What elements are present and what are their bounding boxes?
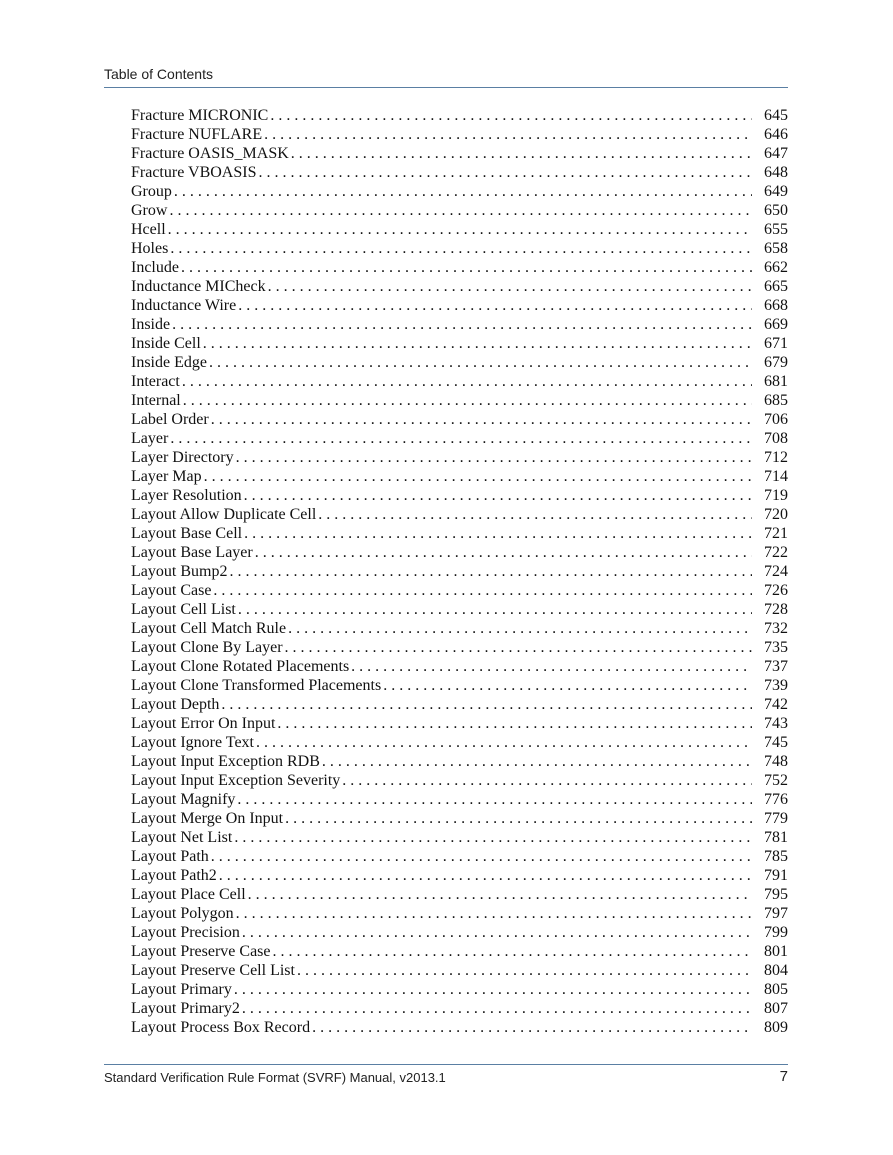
toc-entry[interactable] xyxy=(131,201,788,220)
toc-dot-leader xyxy=(242,923,752,942)
toc-dot-leader xyxy=(213,581,752,600)
toc-entry-page-number: 743 xyxy=(764,715,788,732)
toc-entry[interactable] xyxy=(131,163,788,182)
toc-entry-page-number: 745 xyxy=(764,734,788,751)
toc-entry[interactable] xyxy=(131,334,788,353)
toc-entry[interactable] xyxy=(131,657,788,676)
toc-entry-page-number: 735 xyxy=(764,639,788,656)
toc-dot-leader xyxy=(169,201,752,220)
toc-entry[interactable] xyxy=(131,980,788,999)
toc-entry-page-number: 809 xyxy=(764,1019,788,1036)
toc-entry-page-number: 748 xyxy=(764,753,788,770)
toc-dot-leader xyxy=(258,163,752,182)
toc-entry[interactable] xyxy=(131,828,788,847)
toc-entry-title: Layout Case xyxy=(131,582,212,599)
toc-dot-leader xyxy=(204,467,752,486)
toc-entry-title: Layout Precision xyxy=(131,924,240,941)
toc-entry-page-number: 722 xyxy=(764,544,788,561)
toc-entry[interactable] xyxy=(131,524,788,543)
toc-entry[interactable] xyxy=(131,866,788,885)
toc-entry-title: Layout Base Cell xyxy=(131,525,243,542)
toc-entry-page-number: 785 xyxy=(764,848,788,865)
toc-entry-title: Inductance MICheck xyxy=(131,278,266,295)
toc-entry-page-number: 712 xyxy=(764,449,788,466)
toc-entry-page-number: 719 xyxy=(764,487,788,504)
toc-entry-title: Layer Directory xyxy=(131,449,234,466)
header-divider xyxy=(104,87,788,88)
toc-entry-title: Layout Cell List xyxy=(131,601,236,618)
toc-dot-leader xyxy=(255,543,752,562)
toc-entry-title: Include xyxy=(131,259,179,276)
toc-entry-page-number: 646 xyxy=(764,126,788,143)
toc-entry-page-number: 781 xyxy=(764,829,788,846)
toc-entry-title: Layer Resolution xyxy=(131,487,242,504)
toc-entry[interactable] xyxy=(131,638,788,657)
toc-entry-title: Fracture MICRONIC xyxy=(131,107,269,124)
toc-dot-leader xyxy=(322,752,752,771)
footer-page-number: 7 xyxy=(779,1068,788,1085)
toc-entry-page-number: 648 xyxy=(764,164,788,181)
toc-dot-leader xyxy=(238,296,752,315)
toc-dot-leader xyxy=(170,429,752,448)
toc-entry[interactable] xyxy=(131,106,788,125)
toc-entry-title: Layout Ignore Text xyxy=(131,734,254,751)
toc-entry[interactable] xyxy=(131,372,788,391)
toc-entry-title: Inside Cell xyxy=(131,335,201,352)
toc-dot-leader xyxy=(285,809,752,828)
toc-entry[interactable] xyxy=(131,714,788,733)
toc-entry-title: Layout Path2 xyxy=(131,867,217,884)
toc-dot-leader xyxy=(264,125,752,144)
toc-entry[interactable] xyxy=(131,220,788,239)
toc-entry-page-number: 671 xyxy=(764,335,788,352)
toc-entry-page-number: 650 xyxy=(764,202,788,219)
toc-entry-title: Hcell xyxy=(131,221,166,238)
toc-entry[interactable] xyxy=(131,904,788,923)
toc-entry[interactable] xyxy=(131,391,788,410)
toc-entry[interactable] xyxy=(131,562,788,581)
toc-entry-title: Layout Clone Transformed Placements xyxy=(131,677,382,694)
toc-dot-leader xyxy=(182,372,752,391)
toc-dot-leader xyxy=(172,315,752,334)
toc-entry[interactable] xyxy=(131,771,788,790)
toc-dot-leader xyxy=(236,448,752,467)
toc-entry-page-number: 791 xyxy=(764,867,788,884)
toc-entry-title: Layout Magnify xyxy=(131,791,236,808)
toc-entry[interactable] xyxy=(131,429,788,448)
toc-entry-title: Label Order xyxy=(131,411,209,428)
toc-entry-page-number: 799 xyxy=(764,924,788,941)
toc-entry-title: Layout Path xyxy=(131,848,209,865)
toc-entry[interactable] xyxy=(131,505,788,524)
toc-entry-title: Layout Primary xyxy=(131,981,232,998)
toc-entry[interactable] xyxy=(131,923,788,942)
toc-entry-page-number: 665 xyxy=(764,278,788,295)
toc-dot-leader xyxy=(221,695,752,714)
toc-entry-title: Inside xyxy=(131,316,171,333)
toc-entry[interactable] xyxy=(131,695,788,714)
toc-dot-leader xyxy=(229,562,752,581)
toc-entry-title: Fracture OASIS_MASK xyxy=(131,145,289,162)
toc-entry-page-number: 726 xyxy=(764,582,788,599)
toc-entry-title: Layout Depth xyxy=(131,696,220,713)
toc-entry-page-number: 739 xyxy=(764,677,788,694)
toc-entry-page-number: 714 xyxy=(764,468,788,485)
toc-entry[interactable] xyxy=(131,885,788,904)
toc-dot-leader xyxy=(219,866,752,885)
toc-entry-title: Layout Process Box Record xyxy=(131,1019,311,1036)
toc-dot-leader xyxy=(277,714,752,733)
toc-entry-page-number: 647 xyxy=(764,145,788,162)
toc-entry-page-number: 801 xyxy=(764,943,788,960)
toc-list xyxy=(131,106,788,1037)
toc-entry[interactable] xyxy=(131,1018,788,1037)
toc-entry[interactable] xyxy=(131,277,788,296)
toc-dot-leader xyxy=(236,904,752,923)
toc-entry-title: Layout Input Exception Severity xyxy=(131,772,341,789)
toc-entry-title: Holes xyxy=(131,240,169,257)
toc-dot-leader xyxy=(291,144,752,163)
toc-entry[interactable] xyxy=(131,543,788,562)
toc-entry-title: Layout Cell Match Rule xyxy=(131,620,287,637)
toc-entry-title: Inductance Wire xyxy=(131,297,237,314)
toc-entry-page-number: 669 xyxy=(764,316,788,333)
toc-dot-leader xyxy=(248,885,752,904)
toc-dot-leader xyxy=(234,828,752,847)
toc-entry-page-number: 752 xyxy=(764,772,788,789)
toc-entry[interactable] xyxy=(131,581,788,600)
toc-entry-page-number: 662 xyxy=(764,259,788,276)
toc-dot-leader xyxy=(170,239,752,258)
toc-entry-page-number: 742 xyxy=(764,696,788,713)
toc-dot-leader xyxy=(288,619,752,638)
toc-entry-title: Layout Input Exception RDB xyxy=(131,753,320,770)
toc-entry-title: Layer Map xyxy=(131,468,202,485)
toc-entry-page-number: 658 xyxy=(764,240,788,257)
toc-entry-title: Inside Edge xyxy=(131,354,207,371)
toc-entry-page-number: 706 xyxy=(764,411,788,428)
toc-dot-leader xyxy=(211,847,752,866)
toc-entry[interactable] xyxy=(131,809,788,828)
toc-entry-page-number: 649 xyxy=(764,183,788,200)
toc-entry-title: Layer xyxy=(131,430,169,447)
toc-dot-leader xyxy=(209,353,752,372)
toc-entry-title: Layout Clone By Layer xyxy=(131,639,283,656)
toc-entry-page-number: 681 xyxy=(764,373,788,390)
toc-entry-title: Fracture NUFLARE xyxy=(131,126,263,143)
toc-entry[interactable] xyxy=(131,353,788,372)
toc-entry-title: Layout Bump2 xyxy=(131,563,228,580)
toc-entry-page-number: 776 xyxy=(764,791,788,808)
toc-entry[interactable] xyxy=(131,999,788,1018)
toc-entry[interactable] xyxy=(131,258,788,277)
toc-entry-page-number: 807 xyxy=(764,1000,788,1017)
toc-dot-leader xyxy=(234,980,752,999)
toc-entry-page-number: 797 xyxy=(764,905,788,922)
toc-entry-title: Internal xyxy=(131,392,181,409)
toc-entry-page-number: 655 xyxy=(764,221,788,238)
toc-dot-leader xyxy=(318,505,752,524)
toc-dot-leader xyxy=(211,410,752,429)
toc-entry-title: Fracture VBOASIS xyxy=(131,164,257,181)
toc-entry[interactable] xyxy=(131,125,788,144)
toc-dot-leader xyxy=(268,277,752,296)
toc-dot-leader xyxy=(273,942,752,961)
toc-entry[interactable] xyxy=(131,790,788,809)
toc-entry-page-number: 721 xyxy=(764,525,788,542)
toc-dot-leader xyxy=(342,771,752,790)
toc-entry-title: Interact xyxy=(131,373,180,390)
footer-divider xyxy=(104,1064,788,1065)
toc-entry[interactable] xyxy=(131,467,788,486)
toc-entry[interactable] xyxy=(131,144,788,163)
toc-entry-title: Layout Clone Rotated Placements xyxy=(131,658,350,675)
toc-entry[interactable] xyxy=(131,847,788,866)
toc-entry-page-number: 804 xyxy=(764,962,788,979)
toc-dot-leader xyxy=(238,600,752,619)
toc-entry-page-number: 708 xyxy=(764,430,788,447)
toc-entry-title: Group xyxy=(131,183,172,200)
toc-dot-leader xyxy=(181,258,752,277)
toc-entry[interactable] xyxy=(131,619,788,638)
toc-dot-leader xyxy=(244,524,752,543)
toc-entry-page-number: 728 xyxy=(764,601,788,618)
toc-dot-leader xyxy=(256,733,752,752)
toc-entry[interactable] xyxy=(131,486,788,505)
toc-entry-title: Grow xyxy=(131,202,168,219)
toc-dot-leader xyxy=(183,391,752,410)
toc-entry-title: Layout Preserve Cell List xyxy=(131,962,295,979)
toc-entry-title: Layout Merge On Input xyxy=(131,810,284,827)
toc-dot-leader xyxy=(285,638,752,657)
toc-dot-leader xyxy=(203,334,752,353)
toc-entry-page-number: 685 xyxy=(764,392,788,409)
toc-entry[interactable] xyxy=(131,733,788,752)
toc-entry[interactable] xyxy=(131,410,788,429)
toc-entry[interactable] xyxy=(131,676,788,695)
toc-entry-page-number: 724 xyxy=(764,563,788,580)
toc-dot-leader xyxy=(242,999,752,1018)
toc-entry[interactable] xyxy=(131,942,788,961)
toc-entry[interactable] xyxy=(131,315,788,334)
toc-entry-title: Layout Preserve Case xyxy=(131,943,271,960)
toc-dot-leader xyxy=(351,657,752,676)
toc-dot-leader xyxy=(383,676,752,695)
toc-entry-page-number: 679 xyxy=(764,354,788,371)
toc-entry-page-number: 805 xyxy=(764,981,788,998)
toc-entry-page-number: 668 xyxy=(764,297,788,314)
toc-entry-page-number: 720 xyxy=(764,506,788,523)
toc-entry[interactable] xyxy=(131,296,788,315)
toc-entry-title: Layout Net List xyxy=(131,829,233,846)
toc-entry-title: Layout Place Cell xyxy=(131,886,246,903)
toc-dot-leader xyxy=(297,961,752,980)
toc-entry-title: Layout Polygon xyxy=(131,905,234,922)
footer-manual-title: Standard Verification Rule Format (SVRF) Manual, v2013.1 xyxy=(104,1070,446,1085)
toc-dot-leader xyxy=(312,1018,752,1037)
toc-entry[interactable] xyxy=(131,182,788,201)
toc-entry-page-number: 645 xyxy=(764,107,788,124)
toc-entry-title: Layout Allow Duplicate Cell xyxy=(131,506,317,523)
toc-dot-leader xyxy=(270,106,752,125)
toc-entry-page-number: 779 xyxy=(764,810,788,827)
toc-entry-page-number: 732 xyxy=(764,620,788,637)
toc-entry-page-number: 737 xyxy=(764,658,788,675)
toc-dot-leader xyxy=(244,486,752,505)
toc-dot-leader xyxy=(174,182,752,201)
toc-dot-leader xyxy=(237,790,752,809)
toc-entry-title: Layout Primary2 xyxy=(131,1000,240,1017)
toc-entry[interactable] xyxy=(131,448,788,467)
page-header-title: Table of Contents xyxy=(104,66,213,82)
toc-entry-page-number: 795 xyxy=(764,886,788,903)
toc-entry-title: Layout Base Layer xyxy=(131,544,253,561)
toc-entry[interactable] xyxy=(131,600,788,619)
toc-entry-title: Layout Error On Input xyxy=(131,715,276,732)
toc-dot-leader xyxy=(168,220,752,239)
toc-entry[interactable] xyxy=(131,752,788,771)
toc-entry[interactable] xyxy=(131,239,788,258)
toc-entry[interactable] xyxy=(131,961,788,980)
